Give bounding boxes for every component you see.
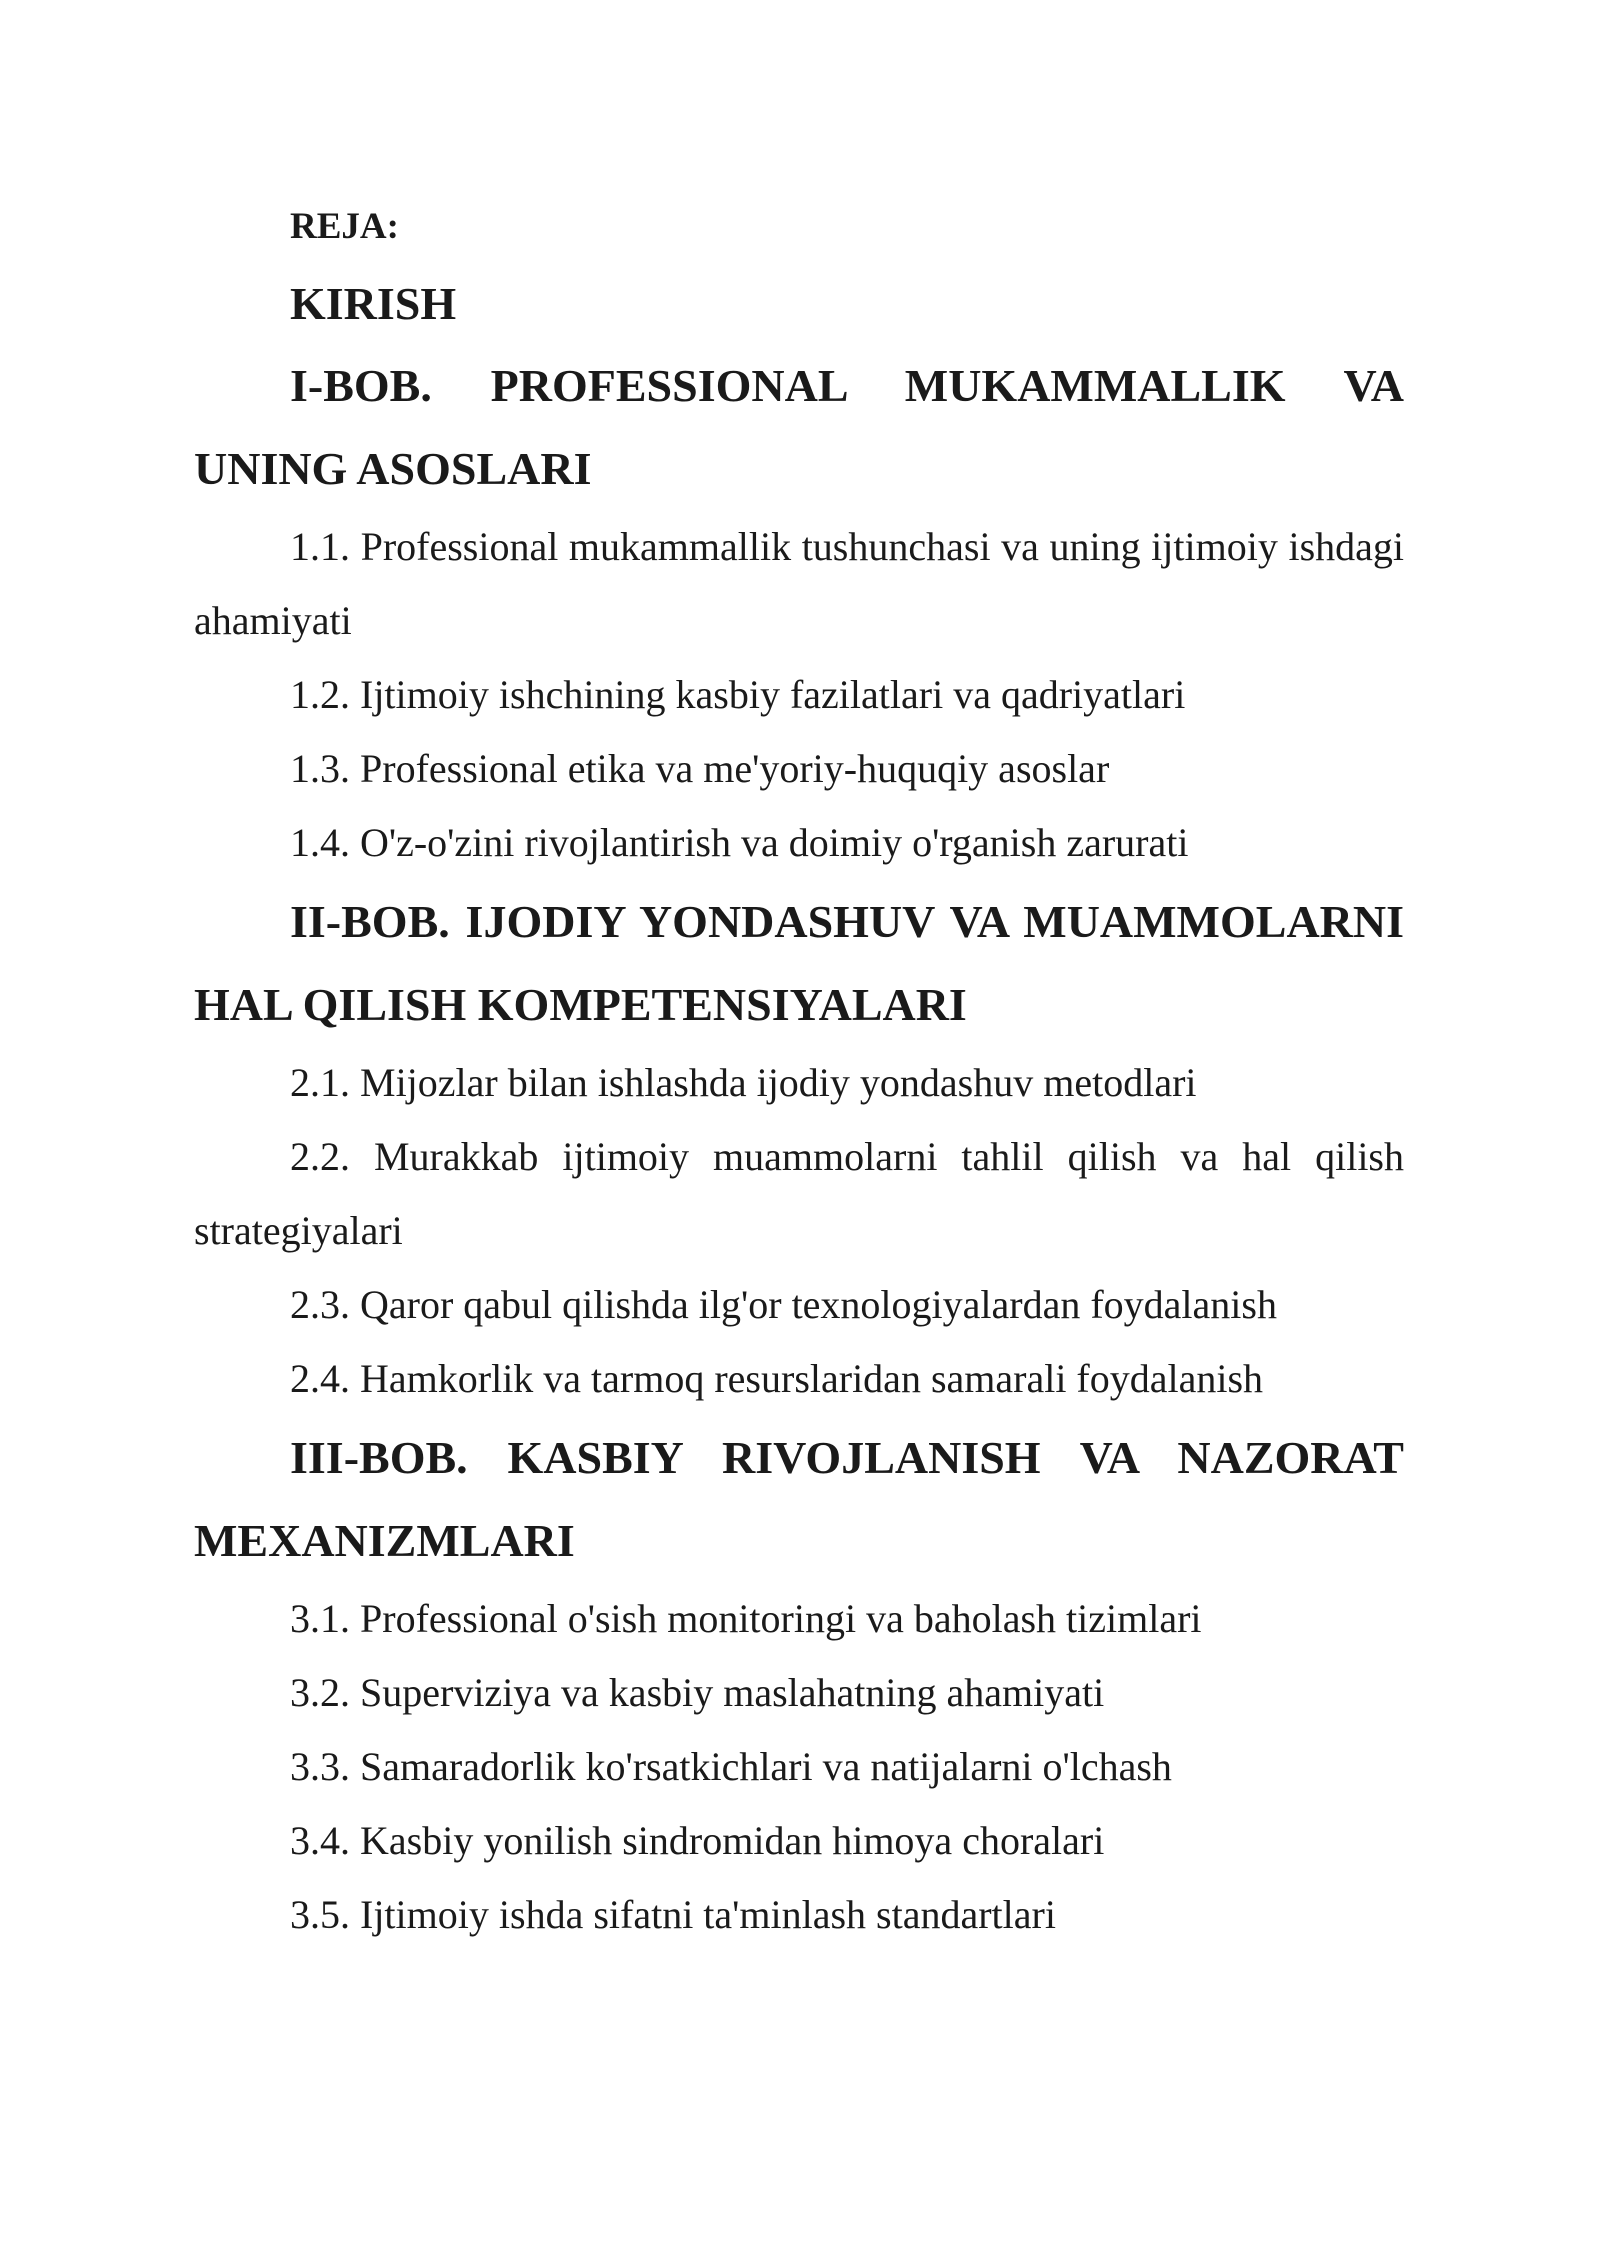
section-2-3: 2.3. Qaror qabul qilishda ilg'or texnologiyalardan foydalanish bbox=[290, 1282, 1277, 1327]
document-page bbox=[194, 190, 1404, 1952]
section-1-1: 1.1. Professional mukammallik tushunchasi va uning ijtimoiy ishdagi ahamiyati bbox=[194, 524, 1404, 643]
plan-heading: REJA: bbox=[290, 206, 399, 247]
chapter-3-title: III-BOB. KASBIY RIVOJLANISH VA NAZORAT MEXANIZMLARI bbox=[194, 1432, 1404, 1566]
section-2-1: 2.1. Mijozlar bilan ishlashda ijodiy yondashuv metodlari bbox=[290, 1060, 1197, 1105]
section-3-5: 3.5. Ijtimoiy ishda sifatni ta'minlash standartlari bbox=[290, 1892, 1056, 1937]
section-3-1: 3.1. Professional o'sish monitoringi va baholash tizimlari bbox=[290, 1596, 1202, 1641]
section-1-4: 1.4. O'z-o'zini rivojlantirish va doimiy o'rganish zarurati bbox=[290, 820, 1189, 865]
section-2-2: 2.2. Murakkab ijtimoiy muammolarni tahlil qilish va hal qilish strategiyalari bbox=[194, 1134, 1404, 1253]
section-3-2: 3.2. Superviziya va kasbiy maslahatning ahamiyati bbox=[290, 1670, 1105, 1715]
intro-heading: KIRISH bbox=[290, 278, 457, 329]
section-2-4: 2.4. Hamkorlik va tarmoq resurslaridan samarali foydalanish bbox=[290, 1356, 1264, 1401]
section-3-3: 3.3. Samaradorlik ko'rsatkichlari va natijalarni o'lchash bbox=[290, 1744, 1172, 1789]
section-3-4: 3.4. Kasbiy yonilish sindromidan himoya choralari bbox=[290, 1818, 1105, 1863]
section-1-3: 1.3. Professional etika va me'yoriy-huquqiy asoslar bbox=[290, 746, 1110, 791]
section-1-2: 1.2. Ijtimoiy ishchining kasbiy fazilatlari va qadriyatlari bbox=[290, 672, 1186, 717]
chapter-1-title: I-BOB. PROFESSIONAL MUKAMMALLIK VA UNING ASOSLARI bbox=[194, 360, 1404, 494]
chapter-2-title: II-BOB. IJODIY YONDASHUV VA MUAMMOLARNI HAL QILISH KOMPETENSIYALARI bbox=[194, 896, 1404, 1030]
